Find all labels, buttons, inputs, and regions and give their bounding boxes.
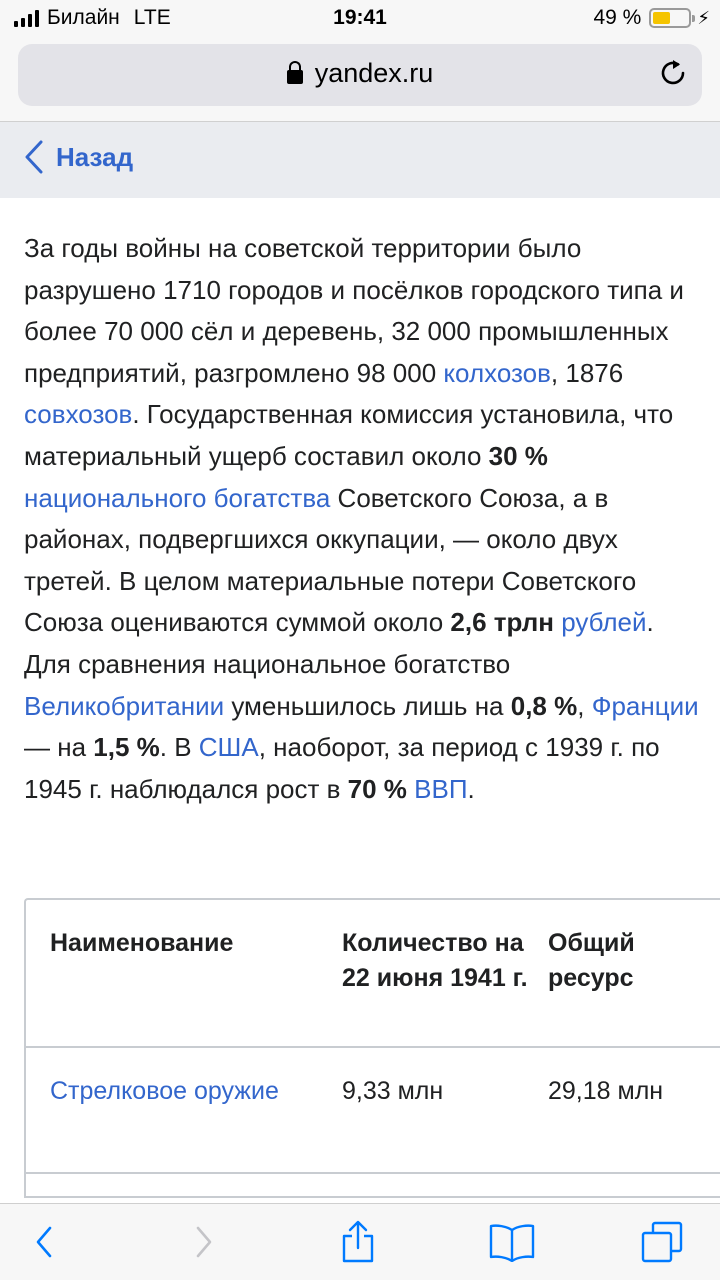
table-header-row [26, 900, 720, 1048]
bookmarks-icon [488, 1222, 536, 1262]
share-button[interactable] [334, 1220, 382, 1264]
bold-value: 30 % [488, 440, 548, 471]
link-great-britain[interactable]: Великобритании [24, 690, 225, 721]
text-segment: — на [24, 732, 94, 763]
browser-toolbar [0, 1203, 720, 1280]
reload-icon[interactable] [656, 56, 690, 90]
bold-value: 0,8 % [510, 690, 578, 721]
table-header-quantity: Количество на 22 июня 1941 г. [342, 929, 528, 992]
url-display[interactable] [18, 58, 702, 89]
bold-value: 1,5 % [93, 732, 160, 763]
status-right [593, 6, 710, 30]
text-segment: уменьшилось лишь на [224, 690, 511, 721]
chevron-left-icon [24, 140, 44, 174]
battery-icon [649, 8, 691, 28]
status-time: 19:41 [333, 6, 387, 29]
battery-percent: 49 % [593, 6, 642, 29]
text-segment: . В [159, 732, 199, 763]
table-header-name: Наименование [50, 929, 234, 957]
forward-icon [194, 1225, 214, 1259]
link-gdp[interactable]: ВВП [414, 773, 468, 804]
table-header-total: Общий ресурс [548, 929, 635, 992]
text-segment: , 1876 [550, 357, 624, 388]
back-button[interactable] [24, 140, 133, 174]
battery-fill [653, 12, 670, 24]
tabs-button[interactable] [638, 1220, 686, 1264]
back-nav-button[interactable] [20, 1220, 68, 1264]
text-segment: Советского Союза, а в районах, подвергшихся оккупации, — около двух третей. В целом материальные потери Советского Союза оцениваются суммой около [24, 482, 637, 638]
share-icon [340, 1220, 376, 1264]
lock-icon [287, 70, 303, 84]
tabs-icon [640, 1220, 684, 1264]
text-segment: . Государственная комиссия установила, что материальный ущерб составил около [24, 399, 674, 471]
link-usa[interactable]: США [198, 732, 259, 763]
bold-value: 2,6 трлн [450, 607, 554, 638]
url-text: yandex.ru [314, 58, 434, 88]
charging-icon: ⚡︎ [697, 7, 710, 28]
table-row [26, 1048, 720, 1174]
forward-nav-button[interactable] [180, 1220, 228, 1264]
back-icon [34, 1225, 54, 1259]
text-segment: , наоборот, за период с 1939 г. по 1945 г. наблюдался рост в [24, 732, 660, 804]
text-segment: . Для сравнения национальное богатство [24, 607, 654, 679]
text-segment: , [577, 690, 592, 721]
table-cell: 9,33 млн [342, 1077, 444, 1105]
data-table[interactable] [24, 898, 720, 1198]
back-label: Назад [56, 141, 134, 172]
address-bar[interactable] [18, 44, 702, 106]
table-cell: 29,18 млн [548, 1077, 664, 1105]
text-segment: За годы войны на советской территории было разрушено 1710 городов и посёлков городского типа и более 70 000 сёл и деревень, 32 000 промышленных предприятий, разгромлено 98 000 [24, 233, 684, 388]
article-paragraph [24, 228, 700, 810]
network-type: LTE [133, 6, 171, 29]
carrier-name: Билайн [47, 6, 120, 29]
link-rubles[interactable]: рублей [561, 607, 647, 638]
link-national-wealth[interactable]: национального богатства [24, 482, 331, 513]
status-bar [0, 0, 720, 38]
link-sovkhozy[interactable]: совхозов [24, 399, 133, 430]
bold-value: 70 % [347, 773, 407, 804]
table-cell-link[interactable]: Стрелковое оружие [50, 1077, 279, 1105]
link-kolkhozy[interactable]: колхозов [443, 357, 551, 388]
link-france[interactable]: Франции [591, 690, 699, 721]
bookmarks-button[interactable] [488, 1220, 536, 1264]
text-segment: . [467, 773, 475, 804]
page-header [0, 122, 720, 198]
browser-address-area [0, 38, 720, 122]
